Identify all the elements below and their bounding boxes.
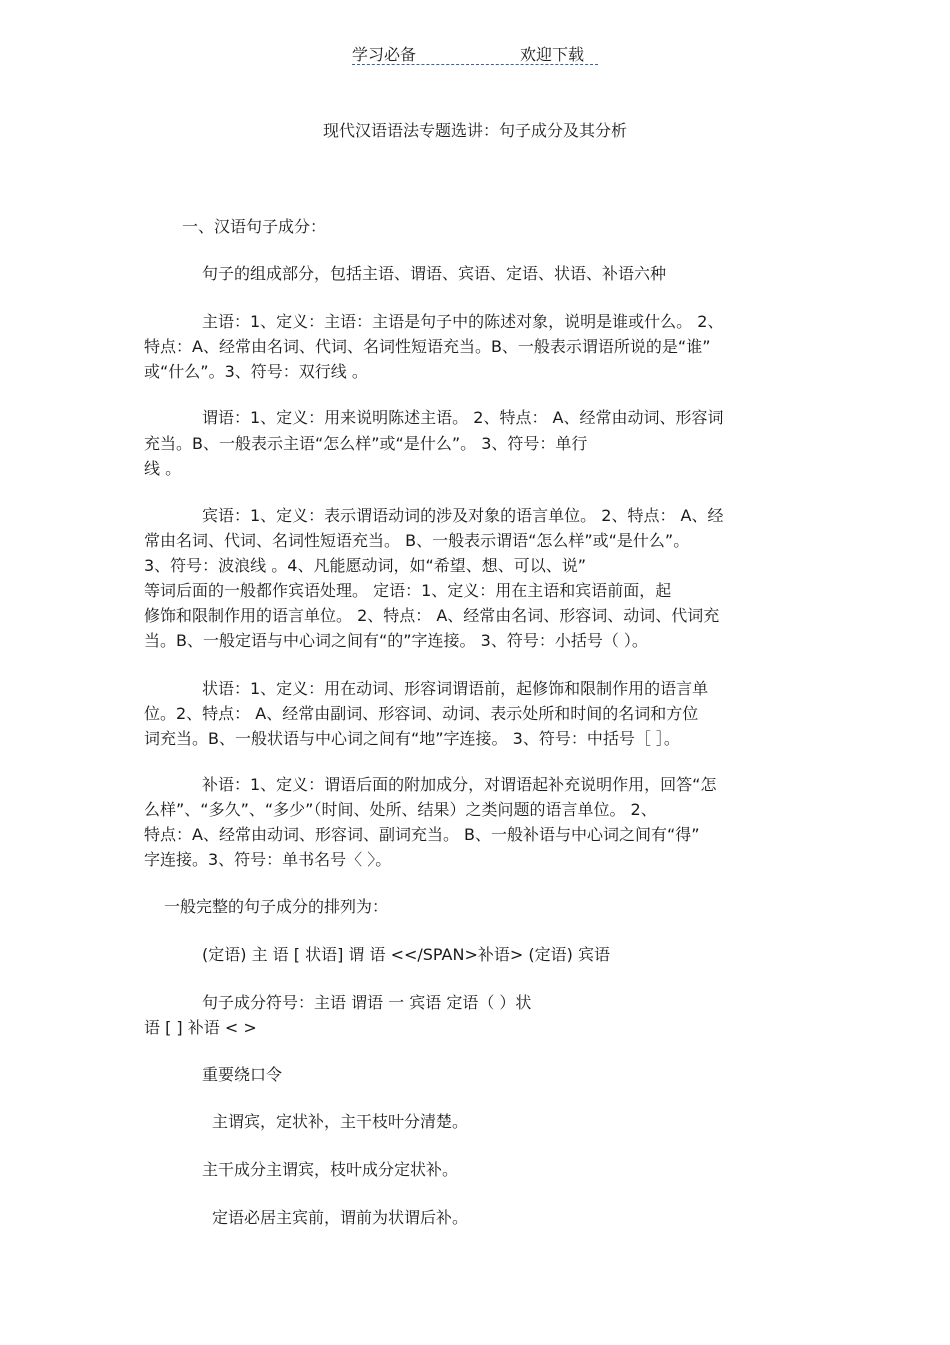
- header-left: 学习必备: [352, 45, 417, 64]
- adverbial-line: 词充当。B、一般状语与中心词之间有“地”字连接。 3、符号：中括号［ ］。: [144, 729, 680, 748]
- object-line: 当。B、一般定语与中心词之间有“的”字连接。 3、符号：小括号（ ）。: [144, 631, 648, 650]
- adverbial-line: 状语：1、定义：用在动词、形容词谓语前，起修饰和限制作用的语言单: [202, 679, 709, 698]
- subject-line: 或“什么”。3、符号：双行线 。: [144, 362, 368, 381]
- predicate-line: 充当。B、一般表示主语“怎么样”或“是什么”。 3、符号：单行: [144, 434, 588, 453]
- subject-line: 主语：1、定义：主语：主语是句子中的陈述对象，说明是谁或什么。 2、: [202, 312, 724, 331]
- object-line: 等词后面的一般都作宾语处理。 定语：1、定义：用在主语和宾语前面，起: [144, 581, 672, 600]
- page-header: [352, 42, 598, 65]
- complement-line: 么样”、“多久”、“多少”（时间、处所、结果）之类问题的语言单位。 2、: [144, 800, 657, 819]
- rhymes-heading: 重要绕口令: [202, 1065, 283, 1084]
- adverbial-line: 位。2、特点： A、经常由副词、形容词、动词、表示处所和时间的名词和方位: [144, 704, 699, 723]
- section-heading: 一、汉语句子成分：: [182, 217, 327, 236]
- object-line: 常由名词、代词、名词性短语充当。 B、一般表示谓语“怎么样”或“是什么”。: [144, 531, 690, 550]
- order-heading: 一般完整的句子成分的排列为：: [164, 897, 389, 916]
- object-line: 宾语：1、定义：表示谓语动词的涉及对象的语言单位。 2、特点： A、经: [202, 506, 724, 525]
- document-title: 现代汉语语法专题选讲：句子成分及其分析: [322, 121, 627, 140]
- object-line: 修饰和限制作用的语言单位。 2、特点： A、经常由名词、形容词、动词、代词充: [144, 606, 720, 625]
- header-right: 欢迎下载: [520, 45, 585, 64]
- rhyme-line: 定语必居主宾前，谓前为状谓后补。: [212, 1208, 469, 1227]
- rhyme-line: 主谓宾，定状补，主干枝叶分清楚。: [212, 1112, 469, 1131]
- complement-line: 特点：A、经常由动词、形容词、副词充当。 B、一般补语与中心词之间有“得”: [144, 825, 700, 844]
- complement-line: 字连接。3、符号：单书名号〈 〉。: [144, 850, 392, 869]
- object-line: 3、符号：波浪线 。4、凡能愿动词，如“希望、想、可以、说”: [144, 556, 587, 575]
- order-line: (定语) 主 语 [ 状语] 谓 语 <</SPAN>补语> (定语) 宾语: [202, 945, 610, 964]
- symbols-line: 语 [ ] 补语 < >: [144, 1018, 257, 1037]
- section-intro: 句子的组成部分，包括主语、谓语、宾语、定语、状语、补语六种: [202, 264, 667, 283]
- subject-line: 特点：A、经常由名词、代词、名词性短语充当。B、一般表示谓语所说的是“谁”: [144, 337, 711, 356]
- symbols-line: 句子成分符号：主语 谓语 一 宾语 定语（ ）状: [202, 993, 532, 1012]
- predicate-line: 线 。: [144, 459, 182, 478]
- complement-line: 补语：1、定义：谓语后面的附加成分，对谓语起补充说明作用，回答“怎: [202, 775, 717, 794]
- rhyme-line: 主干成分主谓宾，枝叶成分定状补。: [202, 1160, 459, 1179]
- predicate-line: 谓语：1、定义：用来说明陈述主语。 2、特点： A、经常由动词、形容词: [202, 408, 724, 427]
